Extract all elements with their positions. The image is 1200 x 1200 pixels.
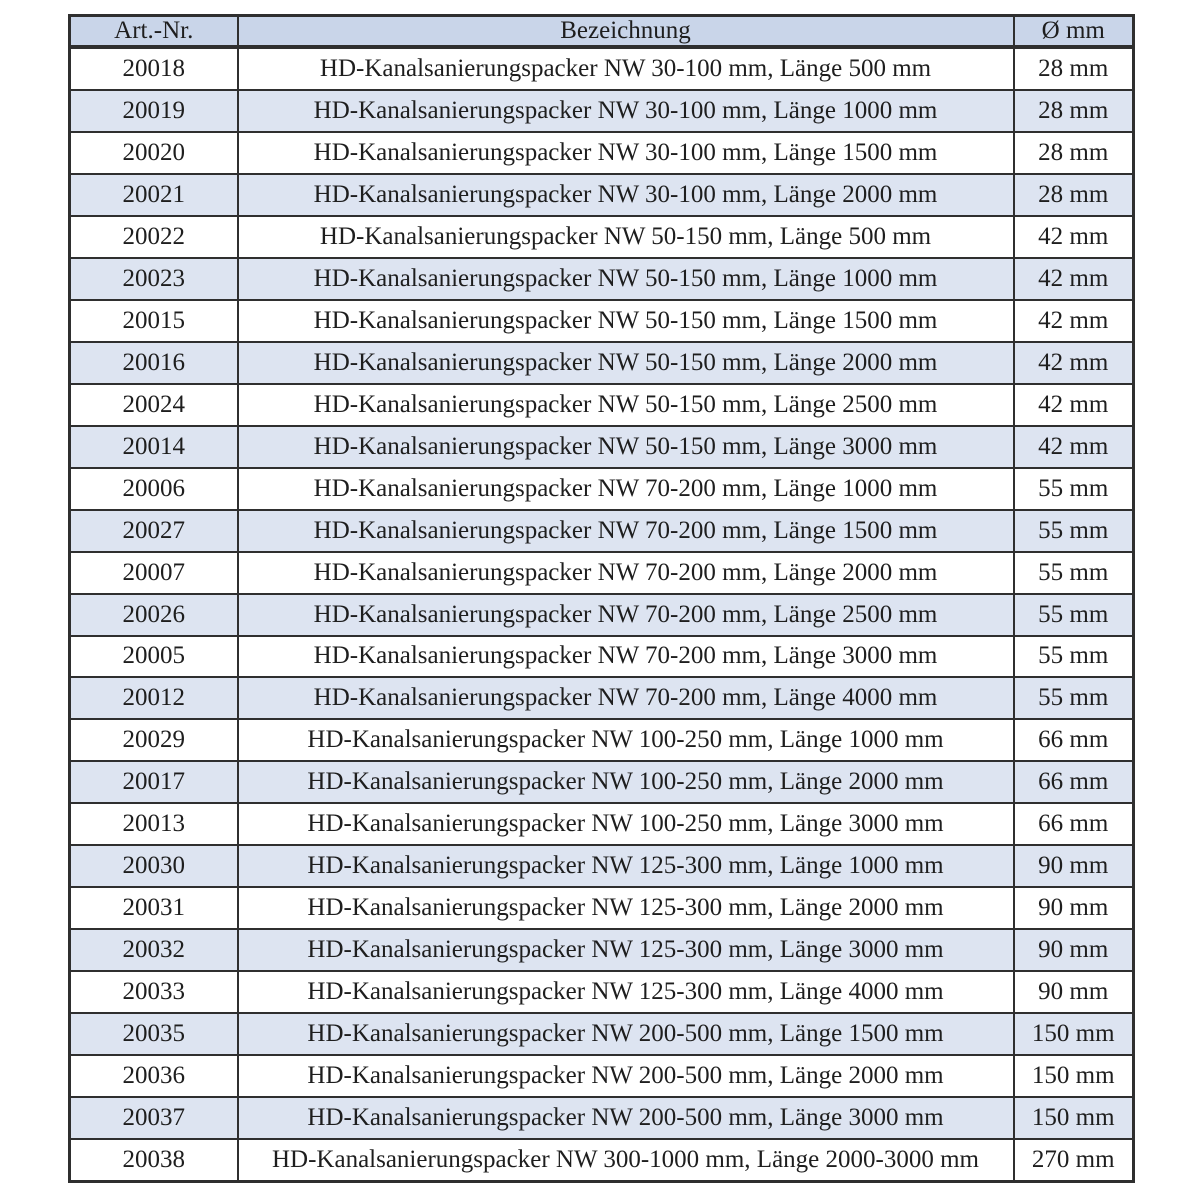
table-row [70,174,1134,216]
table-row [70,426,1134,468]
durchmesser-cell: 55 mm [1014,552,1134,594]
durchmesser-cell: 55 mm [1014,594,1134,636]
art-nr-cell: 20018 [70,47,238,90]
bezeichnung-cell: HD-Kanalsanierungspacker NW 50-150 mm, Länge 3000 mm [238,426,1014,468]
art-nr-cell: 20033 [70,971,238,1013]
durchmesser-cell: 66 mm [1014,761,1134,803]
durchmesser-cell: 55 mm [1014,636,1134,678]
durchmesser-cell: 42 mm [1014,384,1134,426]
table-row [70,552,1134,594]
bezeichnung-cell: HD-Kanalsanierungspacker NW 100-250 mm, Länge 2000 mm [238,761,1014,803]
durchmesser-cell: 55 mm [1014,677,1134,719]
header-row [70,16,1134,48]
art-nr-cell: 20024 [70,384,238,426]
bezeichnung-cell: HD-Kanalsanierungspacker NW 50-150 mm, Länge 2000 mm [238,342,1014,384]
table-row [70,468,1134,510]
bezeichnung-cell: HD-Kanalsanierungspacker NW 200-500 mm, Länge 2000 mm [238,1055,1014,1097]
durchmesser-cell: 42 mm [1014,300,1134,342]
durchmesser-cell: 90 mm [1014,845,1134,887]
art-nr-cell: 20020 [70,132,238,174]
art-nr-cell: 20021 [70,174,238,216]
bezeichnung-cell: HD-Kanalsanierungspacker NW 100-250 mm, Länge 3000 mm [238,803,1014,845]
table-row [70,803,1134,845]
table-row [70,719,1134,761]
bezeichnung-cell: HD-Kanalsanierungspacker NW 125-300 mm, Länge 2000 mm [238,887,1014,929]
durchmesser-cell: 150 mm [1014,1013,1134,1055]
product-table [68,14,1135,1183]
table-row [70,384,1134,426]
table-row [70,1139,1134,1182]
bezeichnung-cell: HD-Kanalsanierungspacker NW 50-150 mm, Länge 1500 mm [238,300,1014,342]
bezeichnung-cell: HD-Kanalsanierungspacker NW 100-250 mm, Länge 1000 mm [238,719,1014,761]
durchmesser-cell: 28 mm [1014,90,1134,132]
durchmesser-cell: 150 mm [1014,1097,1134,1139]
table-row [70,1013,1134,1055]
bezeichnung-cell: HD-Kanalsanierungspacker NW 125-300 mm, Länge 1000 mm [238,845,1014,887]
durchmesser-cell: 66 mm [1014,719,1134,761]
art-nr-cell: 20007 [70,552,238,594]
column-header-bezeichnung: Bezeichnung [238,16,1014,48]
table-row [70,971,1134,1013]
art-nr-cell: 20035 [70,1013,238,1055]
art-nr-cell: 20032 [70,929,238,971]
art-nr-cell: 20014 [70,426,238,468]
table-body [70,47,1134,1182]
column-header-art-nr: Art.-Nr. [70,16,238,48]
durchmesser-cell: 270 mm [1014,1139,1134,1182]
art-nr-cell: 20038 [70,1139,238,1182]
table-row [70,1055,1134,1097]
table-row [70,132,1134,174]
bezeichnung-cell: HD-Kanalsanierungspacker NW 300-1000 mm, Länge 2000-3000 mm [238,1139,1014,1182]
durchmesser-cell: 90 mm [1014,887,1134,929]
column-header-diameter: Ø mm [1014,16,1134,48]
table-row [70,1097,1134,1139]
bezeichnung-cell: HD-Kanalsanierungspacker NW 70-200 mm, Länge 2500 mm [238,594,1014,636]
durchmesser-cell: 28 mm [1014,174,1134,216]
bezeichnung-cell: HD-Kanalsanierungspacker NW 200-500 mm, Länge 1500 mm [238,1013,1014,1055]
art-nr-cell: 20005 [70,636,238,678]
table-header [70,16,1134,48]
table-row [70,90,1134,132]
table-row [70,929,1134,971]
durchmesser-cell: 42 mm [1014,342,1134,384]
table-row [70,300,1134,342]
art-nr-cell: 20023 [70,258,238,300]
table-row [70,887,1134,929]
art-nr-cell: 20029 [70,719,238,761]
table-row [70,761,1134,803]
bezeichnung-cell: HD-Kanalsanierungspacker NW 70-200 mm, Länge 1500 mm [238,510,1014,552]
table-row [70,47,1134,90]
bezeichnung-cell: HD-Kanalsanierungspacker NW 50-150 mm, Länge 500 mm [238,216,1014,258]
bezeichnung-cell: HD-Kanalsanierungspacker NW 30-100 mm, Länge 1500 mm [238,132,1014,174]
durchmesser-cell: 42 mm [1014,216,1134,258]
bezeichnung-cell: HD-Kanalsanierungspacker NW 70-200 mm, Länge 1000 mm [238,468,1014,510]
table-row [70,845,1134,887]
bezeichnung-cell: HD-Kanalsanierungspacker NW 50-150 mm, Länge 1000 mm [238,258,1014,300]
art-nr-cell: 20019 [70,90,238,132]
art-nr-cell: 20022 [70,216,238,258]
table-row [70,594,1134,636]
durchmesser-cell: 42 mm [1014,426,1134,468]
bezeichnung-cell: HD-Kanalsanierungspacker NW 125-300 mm, Länge 3000 mm [238,929,1014,971]
durchmesser-cell: 66 mm [1014,803,1134,845]
durchmesser-cell: 28 mm [1014,47,1134,90]
art-nr-cell: 20037 [70,1097,238,1139]
art-nr-cell: 20006 [70,468,238,510]
table-row [70,636,1134,678]
durchmesser-cell: 150 mm [1014,1055,1134,1097]
table-row [70,677,1134,719]
art-nr-cell: 20013 [70,803,238,845]
bezeichnung-cell: HD-Kanalsanierungspacker NW 70-200 mm, Länge 4000 mm [238,677,1014,719]
art-nr-cell: 20030 [70,845,238,887]
art-nr-cell: 20012 [70,677,238,719]
art-nr-cell: 20026 [70,594,238,636]
bezeichnung-cell: HD-Kanalsanierungspacker NW 50-150 mm, Länge 2500 mm [238,384,1014,426]
durchmesser-cell: 42 mm [1014,258,1134,300]
art-nr-cell: 20036 [70,1055,238,1097]
bezeichnung-cell: HD-Kanalsanierungspacker NW 30-100 mm, Länge 500 mm [238,47,1014,90]
bezeichnung-cell: HD-Kanalsanierungspacker NW 30-100 mm, Länge 2000 mm [238,174,1014,216]
bezeichnung-cell: HD-Kanalsanierungspacker NW 30-100 mm, Länge 1000 mm [238,90,1014,132]
durchmesser-cell: 55 mm [1014,468,1134,510]
art-nr-cell: 20027 [70,510,238,552]
bezeichnung-cell: HD-Kanalsanierungspacker NW 70-200 mm, Länge 3000 mm [238,636,1014,678]
art-nr-cell: 20015 [70,300,238,342]
durchmesser-cell: 90 mm [1014,929,1134,971]
durchmesser-cell: 90 mm [1014,971,1134,1013]
art-nr-cell: 20017 [70,761,238,803]
durchmesser-cell: 28 mm [1014,132,1134,174]
bezeichnung-cell: HD-Kanalsanierungspacker NW 125-300 mm, Länge 4000 mm [238,971,1014,1013]
bezeichnung-cell: HD-Kanalsanierungspacker NW 200-500 mm, Länge 3000 mm [238,1097,1014,1139]
table-row [70,216,1134,258]
table-row [70,342,1134,384]
table-row [70,510,1134,552]
durchmesser-cell: 55 mm [1014,510,1134,552]
art-nr-cell: 20016 [70,342,238,384]
table-row [70,258,1134,300]
art-nr-cell: 20031 [70,887,238,929]
bezeichnung-cell: HD-Kanalsanierungspacker NW 70-200 mm, Länge 2000 mm [238,552,1014,594]
